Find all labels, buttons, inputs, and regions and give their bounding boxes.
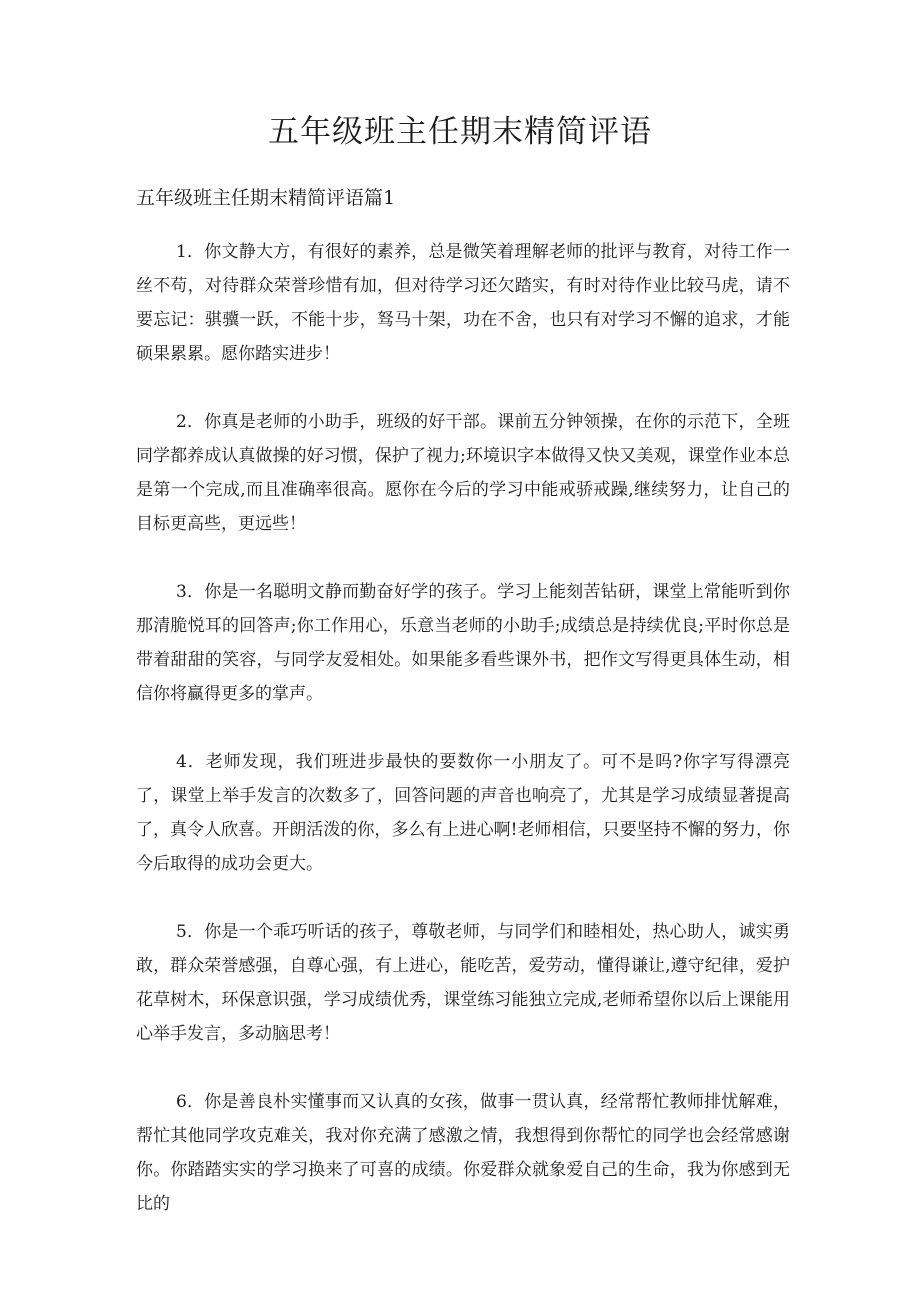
comment-paragraph-6: 6．你是善良朴实懂事而又认真的女孩，做事一贯认真，经常帮忙教师排忧解难，帮忙其他同学攻克难关，我对你充满了感激之情，我想得到你帮忙的同学也会经常感谢你。你踏踏实实的学习换来了可喜的成绩。你爱群众就象爱自己的生命，我为你感到无比的: [136, 1092, 790, 1214]
comment-paragraph-1: 1．你文静大方，有很好的素养，总是微笑着理解老师的批评与教育，对待工作一丝不苟，对待群众荣誉珍惜有加，但对待学习还欠踏实，有时对待作业比较马虎，请不要忘记：骐骥一跃，不能十步，驽马十架，功在不舍，也只有对学习不懈的追求，才能硕果累累。愿你踏实进步！: [136, 242, 790, 364]
comment-paragraph-2: 2．你真是老师的小助手，班级的好干部。课前五分钟领操，在你的示范下，全班同学都养成认真做操的好习惯，保护了视力;环境识字本做得又快又美观，课堂作业本总是第一个完成,而且准确率很高。愿你在今后的学习中能戒骄戒躁,继续努力，让自己的目标更高些，更远些！: [136, 412, 790, 534]
document-title: 五年级班主任期末精简评语: [268, 114, 652, 150]
comment-paragraph-5: 5．你是一个乖巧听话的孩子，尊敬老师，与同学们和睦相处，热心助人，诚实勇敢，群众荣誉感强，自尊心强，有上进心，能吃苦，爱劳动，懂得谦让,遵守纪律，爱护花草树木，环保意识强，学习成绩优秀，课堂练习能独立完成,老师希望你以后上课能用心举手发言，多动脑思考！: [136, 922, 790, 1044]
comment-paragraph-3: 3．你是一名聪明文静而勤奋好学的孩子。学习上能刻苦钻研，课堂上常能听到你那清脆悦耳的回答声;你工作用心，乐意当老师的小助手;成绩总是持续优良;平时你总是带着甜甜的笑容，与同学友爱相处。如果能多看些课外书，把作文写得更具体生动，相信你将赢得更多的掌声。: [136, 582, 790, 704]
section-heading: 五年级班主任期末精简评语篇1: [136, 187, 396, 209]
comment-paragraph-4: 4．老师发现，我们班进步最快的要数你一小朋友了。可不是吗?你字写得漂亮了，课堂上举手发言的次数多了，回答问题的声音也响亮了，尤其是学习成绩显著提高了，真令人欣喜。开朗活泼的你，多么有上进心啊!老师相信，只要坚持不懈的努力，你今后取得的成功会更大。: [136, 752, 790, 874]
